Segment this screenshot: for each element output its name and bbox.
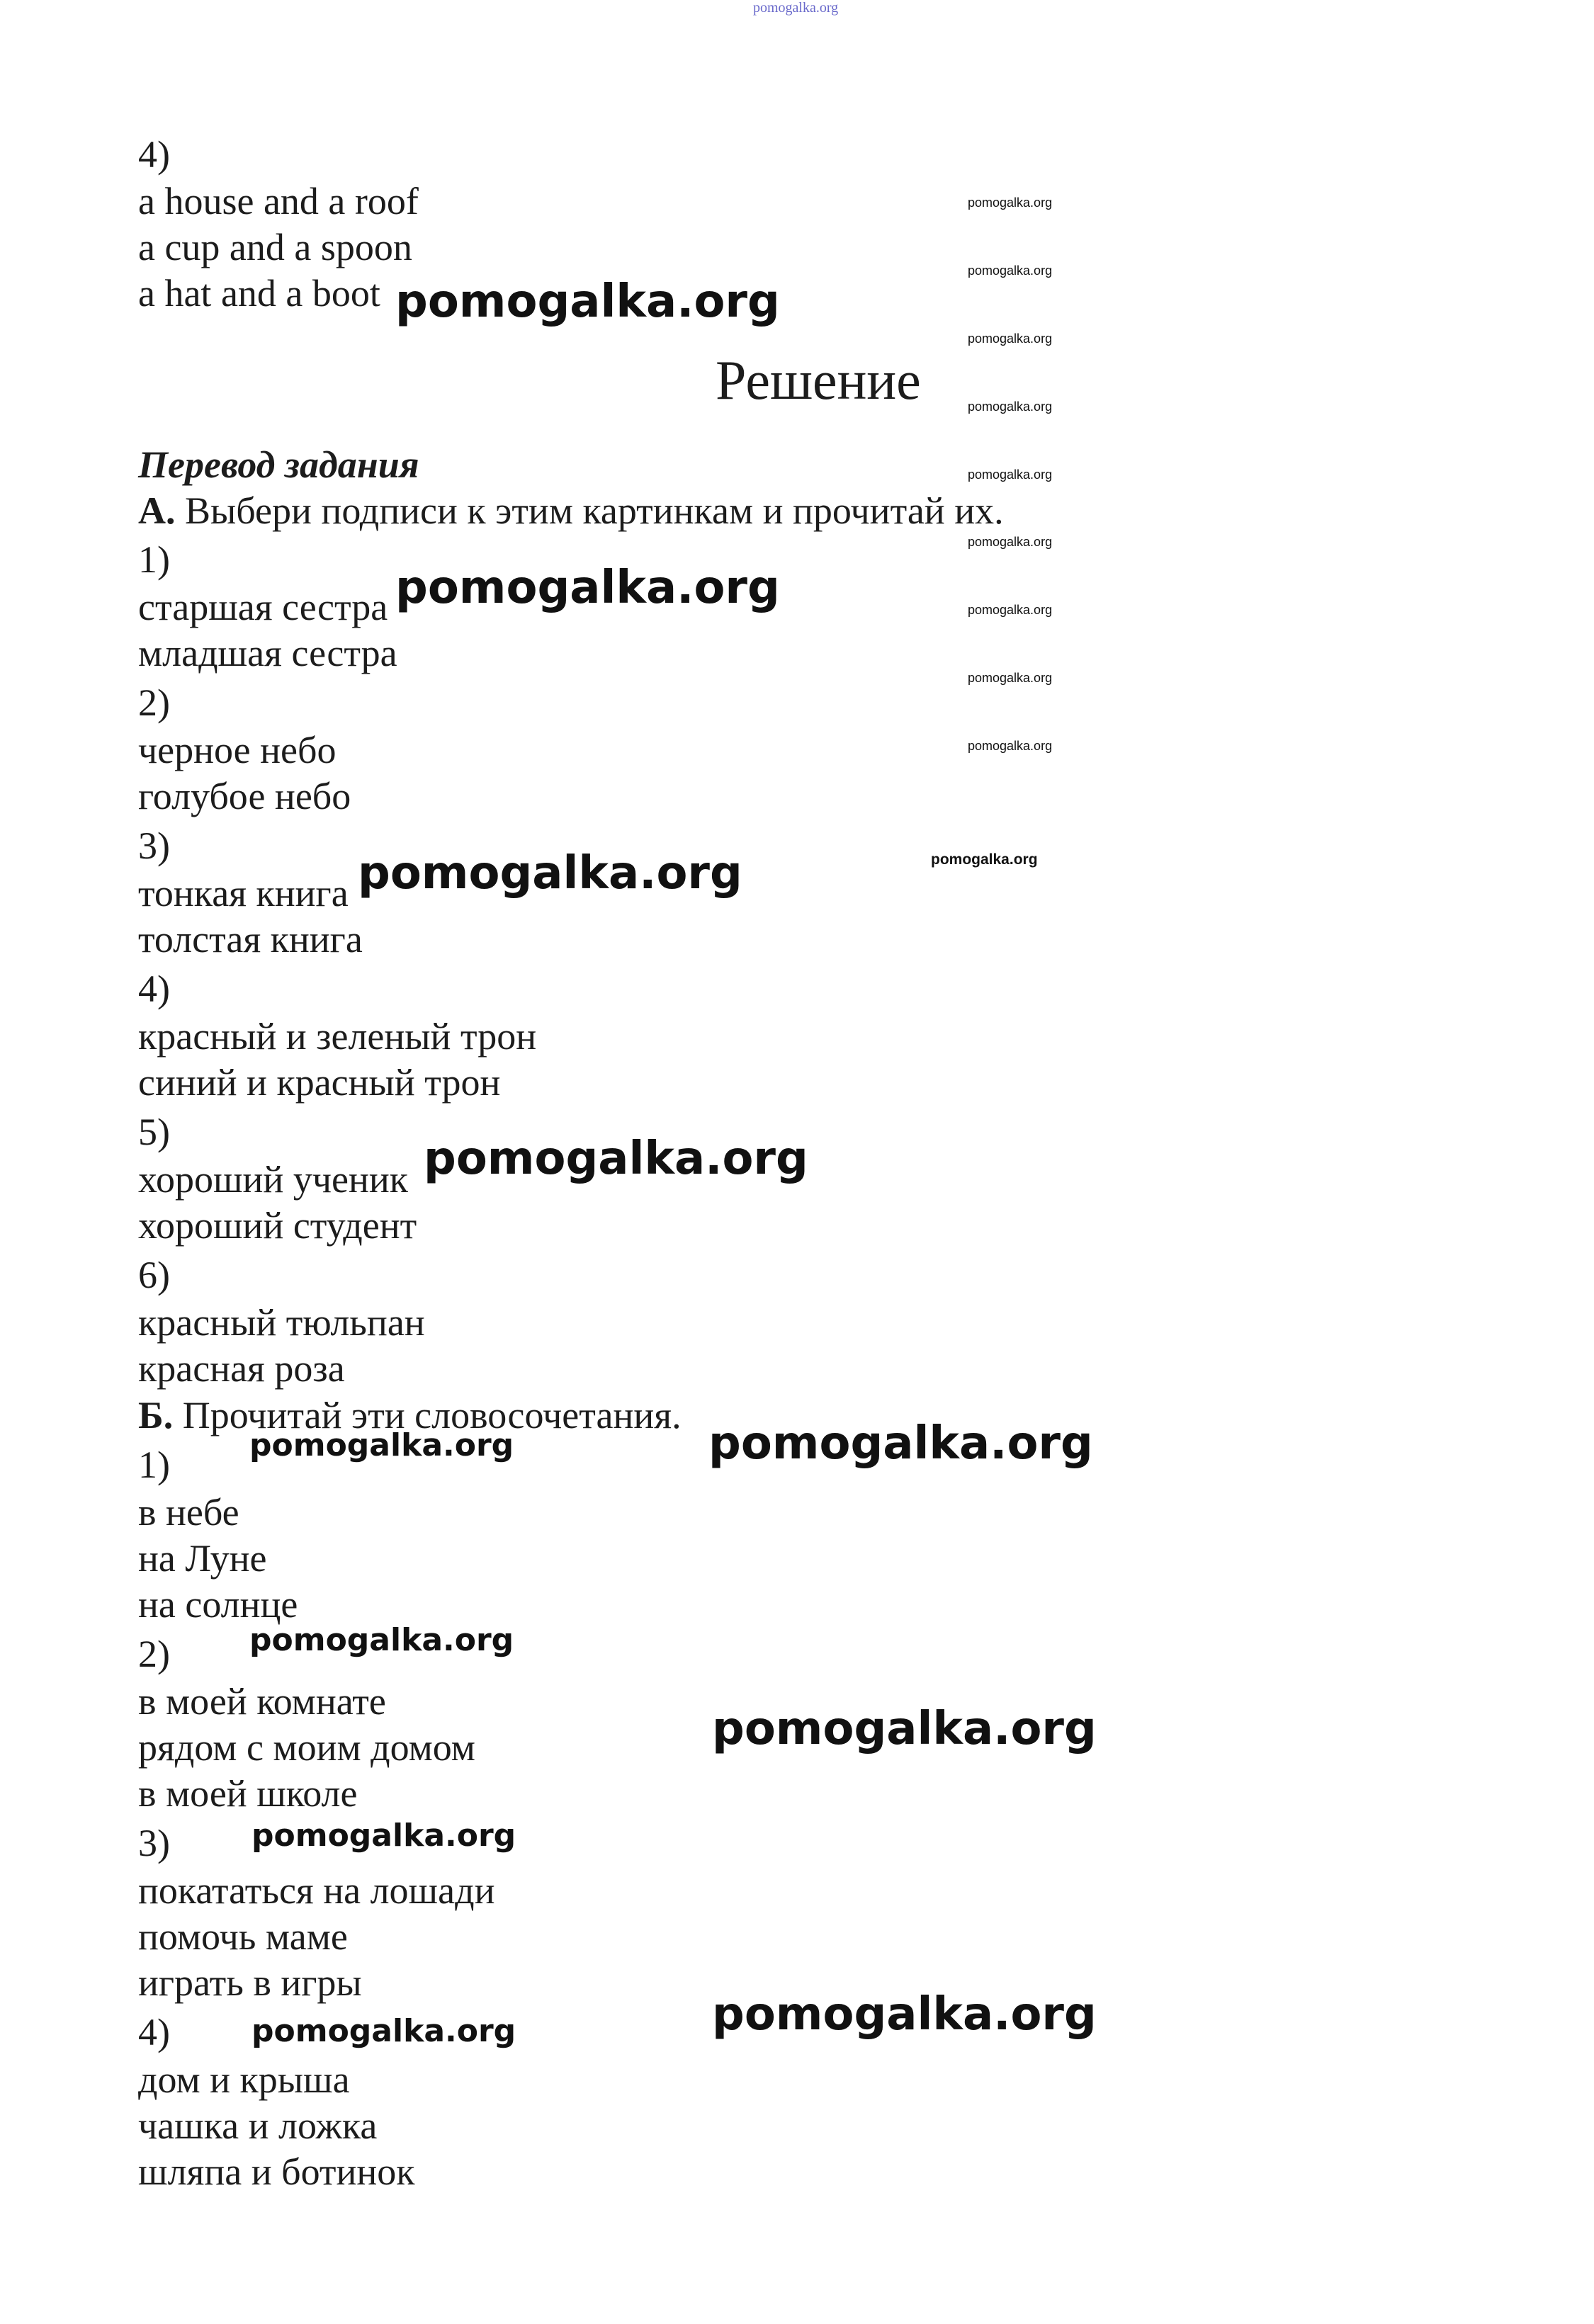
task-a-item: красный и зеленый трон xyxy=(138,1015,537,1058)
task-a-item: старшая сестра xyxy=(138,586,388,628)
task-b-item: в моей школе xyxy=(138,1772,358,1815)
translation-heading: Перевод задания xyxy=(138,443,419,486)
task-b-item: шляпа и ботинок xyxy=(138,2150,415,2193)
watermark: pomogalka.org xyxy=(968,535,1053,549)
watermark: pomogalka.org xyxy=(712,1988,1097,2041)
task-b-label: Б. xyxy=(138,1394,174,1436)
watermark: pomogalka.org xyxy=(395,562,780,614)
task-b-item: играть в игры xyxy=(138,1961,362,2004)
task-b-group-number: 4) xyxy=(138,2011,170,2053)
task-a-item: красная роза xyxy=(138,1347,345,1390)
task-b-text: Прочитай эти словосочетания. xyxy=(182,1394,682,1436)
task-a-item: черное небо xyxy=(138,729,337,771)
task-b-item: на солнце xyxy=(138,1583,298,1626)
task-a-group-number: 5) xyxy=(138,1111,170,1153)
top-watermark: pomogalka.org xyxy=(753,0,839,16)
watermark: pomogalka.org xyxy=(358,847,742,900)
task-b-item: покататься на лошади xyxy=(138,1869,495,1912)
task-a-item: красный тюльпан xyxy=(138,1301,425,1344)
task-b-group-number: 2) xyxy=(138,1633,170,1675)
task-a-item: голубое небо xyxy=(138,775,351,817)
task-a-label: А. xyxy=(138,489,176,532)
task-a-group-number: 4) xyxy=(138,968,170,1010)
watermark: pomogalka.org xyxy=(708,1417,1093,1470)
watermark: pomogalka.org xyxy=(249,1427,514,1463)
watermark: pomogalka.org xyxy=(251,2013,516,2049)
english-group-number: 4) xyxy=(138,133,170,176)
watermark: pomogalka.org xyxy=(931,851,1038,868)
watermark: pomogalka.org xyxy=(249,1622,514,1658)
task-a-item: младшая сестра xyxy=(138,632,397,674)
task-b-item: в небе xyxy=(138,1491,239,1534)
watermark: pomogalka.org xyxy=(424,1133,808,1185)
task-a-group-number: 2) xyxy=(138,681,170,724)
watermark: pomogalka.org xyxy=(968,331,1053,346)
task-a-item: синий и красный трон xyxy=(138,1061,501,1104)
task-b-item: дом и крыша xyxy=(138,2058,350,2101)
task-a-instruction xyxy=(138,488,1004,533)
task-a-item: хороший студент xyxy=(138,1204,417,1247)
task-a-item: тонкая книга xyxy=(138,872,349,914)
english-item: a house and a roof xyxy=(138,180,419,222)
watermark: pomogalka.org xyxy=(968,671,1053,685)
watermark: pomogalka.org xyxy=(968,603,1053,617)
watermark: pomogalka.org xyxy=(712,1703,1097,1755)
task-a-group-number: 1) xyxy=(138,538,170,581)
watermark: pomogalka.org xyxy=(968,467,1053,482)
watermark: pomogalka.org xyxy=(968,739,1053,753)
task-a-item: толстая книга xyxy=(138,918,363,960)
solution-title: Решение xyxy=(716,349,921,411)
task-b-item: в моей комнате xyxy=(138,1680,386,1723)
watermark: pomogalka.org xyxy=(968,399,1053,414)
task-b-group-number: 1) xyxy=(138,1444,170,1486)
task-b-group-number: 3) xyxy=(138,1822,170,1864)
task-b-item: чашка и ложка xyxy=(138,2104,378,2147)
english-item: a hat and a boot xyxy=(138,272,380,314)
task-b-item: рядом с моим домом xyxy=(138,1726,475,1769)
watermark: pomogalka.org xyxy=(968,263,1053,278)
task-b-item: на Луне xyxy=(138,1537,267,1580)
task-a-group-number: 3) xyxy=(138,824,170,867)
task-a-group-number: 6) xyxy=(138,1254,170,1296)
watermark: pomogalka.org xyxy=(251,1818,516,1854)
watermark: pomogalka.org xyxy=(968,195,1053,210)
task-a-item: хороший ученик xyxy=(138,1158,408,1201)
task-a-text: Выбери подписи к этим картинкам и прочитай их. xyxy=(185,489,1004,532)
task-b-item: помочь маме xyxy=(138,1915,348,1958)
english-item: a cup and a spoon xyxy=(138,226,412,268)
watermark: pomogalka.org xyxy=(395,276,780,328)
